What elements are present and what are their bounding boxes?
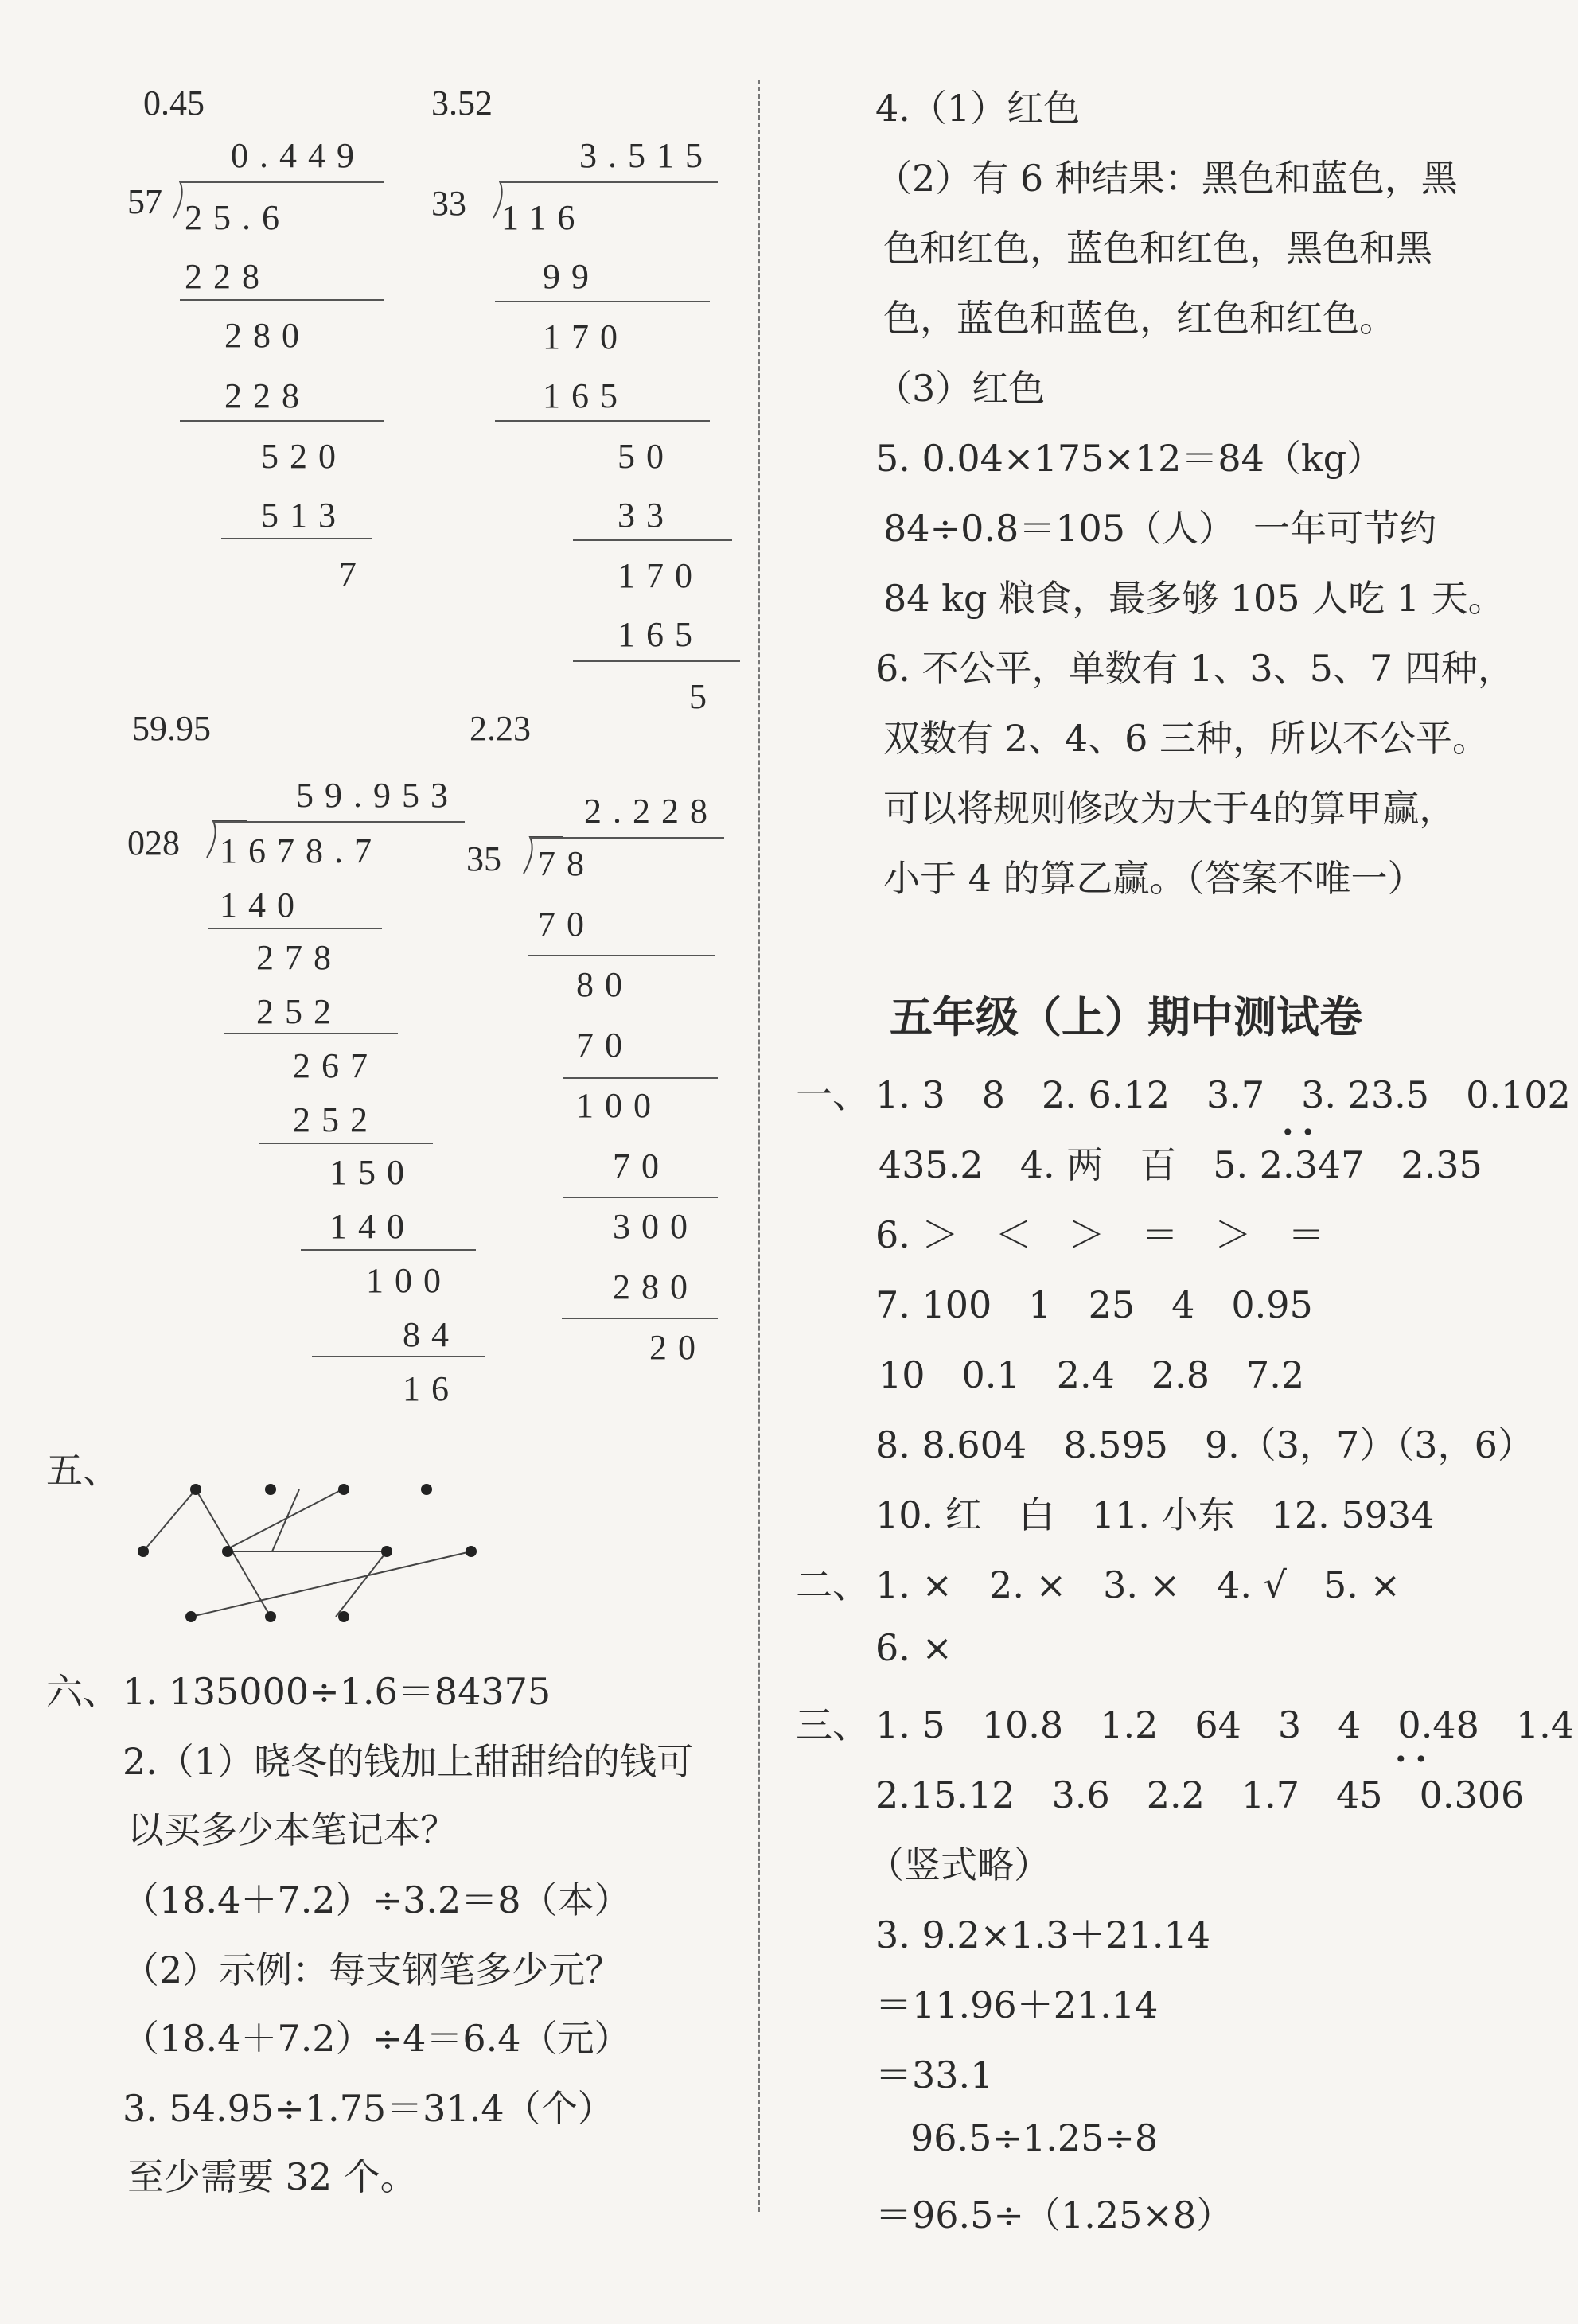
division-1-rule xyxy=(221,538,372,539)
division-3-step: 140 xyxy=(220,886,306,925)
division-2-step: 165 xyxy=(618,615,703,654)
division-4-bar xyxy=(530,837,724,839)
division-4-step: 100 xyxy=(576,1086,662,1125)
section-1-line: 10 0.1 2.4 2.8 7.2 xyxy=(879,1353,1305,1396)
column-divider xyxy=(758,80,760,2212)
division-4-rule xyxy=(562,1318,718,1319)
division-3-step: 100 xyxy=(366,1261,452,1300)
section-3-line: 96.5÷1.25÷8 xyxy=(910,2116,1159,2159)
division-1-divisor: 57 xyxy=(127,182,162,221)
section-6-line: （2）示例：每支钢笔多少元？ xyxy=(123,1948,622,1991)
section-2-label: 二、 xyxy=(796,1563,869,1606)
section-6-line: （18.4＋7.2）÷3.2＝8（本） xyxy=(123,1878,631,1921)
division-4-rule xyxy=(563,1077,718,1079)
answer-line: （2）有 6 种结果：黑色和蓝色，黑 xyxy=(875,157,1458,200)
section-1-line: 435.2 4. 两 百 5. 2.347 2.35 xyxy=(879,1143,1483,1186)
division-2-answer: 3.52 xyxy=(431,84,493,123)
division-1-rule xyxy=(180,420,384,422)
division-1-step: 513 xyxy=(261,496,347,535)
division-3-rule xyxy=(224,1033,398,1034)
division-3-quotient: 59.953 xyxy=(296,776,459,815)
division-1-step: 520 xyxy=(261,437,347,476)
section-1-line: 7. 100 1 25 4 0.95 xyxy=(875,1283,1313,1326)
division-1-step: 280 xyxy=(224,316,310,355)
repeating-decimal-dots: • • xyxy=(1281,1119,1315,1146)
division-4-step: 280 xyxy=(613,1267,699,1306)
section-6-line: （18.4＋7.2）÷4＝6.4（元） xyxy=(123,2017,631,2060)
section-3-line: 3. 9.2×1.3＋21.14 xyxy=(875,1913,1211,1956)
division-1-answer: 0.45 xyxy=(143,84,205,123)
division-2-divisor: 33 xyxy=(431,184,466,223)
division-1-step: 228 xyxy=(185,257,271,296)
division-4-rule xyxy=(528,955,715,956)
division-3-step: 267 xyxy=(293,1046,379,1085)
division-4-remainder: 20 xyxy=(649,1328,707,1367)
answer-line: 可以将规则修改为大于4的算甲赢， xyxy=(883,787,1456,830)
division-4-quotient: 2.228 xyxy=(584,792,719,831)
section-6-line: 3. 54.95÷1.75＝31.4（个） xyxy=(123,2087,614,2130)
division-3-remainder: 16 xyxy=(403,1369,460,1408)
division-4-step: 70 xyxy=(613,1146,670,1185)
division-2-remainder: 5 xyxy=(689,677,718,716)
answer-line: 84÷0.8＝105（人） 一年可节约 xyxy=(883,507,1437,550)
division-2-step: 99 xyxy=(543,257,600,296)
division-2-rule xyxy=(495,301,710,302)
repeating-decimal-dots: • • xyxy=(1394,1746,1428,1773)
division-1-bar xyxy=(180,181,384,183)
division-4-step: 70 xyxy=(576,1026,633,1065)
section-3-line: 1. 5 10.8 1.2 64 3 4 0.48 1.4 xyxy=(875,1703,1574,1746)
division-3-rule xyxy=(259,1143,433,1144)
answer-line: 小于 4 的算乙赢。（答案不唯一） xyxy=(883,857,1424,900)
division-4-rule xyxy=(563,1197,718,1198)
division-2-step: 170 xyxy=(543,317,629,356)
division-2-step: 33 xyxy=(618,496,675,535)
answer-line: 色和红色，蓝色和红色，黑色和黑 xyxy=(883,227,1432,270)
section-3-line: （竖式略） xyxy=(867,1843,1050,1886)
division-4-answer: 2.23 xyxy=(470,709,531,748)
division-3-step: 278 xyxy=(256,938,342,977)
division-3-answer: 59.95 xyxy=(132,709,211,748)
division-1-dividend: 25.6 xyxy=(185,198,290,237)
section-6-line: 以买多少本笔记本？ xyxy=(127,1808,457,1851)
division-3-rule xyxy=(301,1249,476,1251)
section-1-label: 一、 xyxy=(796,1073,869,1116)
division-3-rule xyxy=(312,1356,485,1357)
division-2-step: 165 xyxy=(543,376,629,415)
answer-line: 双数有 2、4、6 三种，所以不公平。 xyxy=(883,717,1490,760)
division-4-step: 80 xyxy=(576,965,633,1004)
division-4-divisor: 35 xyxy=(466,839,501,878)
answer-line: 4.（1）红色 xyxy=(875,87,1081,130)
section-3-line: ＝11.96＋21.14 xyxy=(875,1983,1159,2026)
division-2-step: 170 xyxy=(618,556,703,595)
division-3-step: 140 xyxy=(329,1207,415,1246)
division-3-step: 84 xyxy=(403,1315,460,1354)
division-3-divisor: 028 xyxy=(127,823,180,862)
section-6-label: 六、 xyxy=(46,1670,119,1713)
division-3-step: 252 xyxy=(293,1100,379,1139)
answer-line: 6. 不公平，单数有 1、3、5、7 四种， xyxy=(875,647,1514,690)
division-2-rule xyxy=(573,660,740,662)
section-6-line: 2.（1）晓冬的钱加上甜甜给的钱可 xyxy=(123,1740,694,1783)
division-3-step: 150 xyxy=(329,1153,415,1192)
division-2-dividend: 116 xyxy=(501,198,586,237)
division-3-bar xyxy=(213,821,465,823)
section-3-label: 三、 xyxy=(796,1703,869,1746)
section-5-label: 五、 xyxy=(46,1449,119,1492)
section-1-line: 6. ＞ ＜ ＞ ＝ ＞ ＝ xyxy=(875,1213,1325,1256)
division-3-step: 252 xyxy=(256,992,342,1031)
division-3-dividend: 1678.7 xyxy=(220,831,383,870)
division-2-rule xyxy=(495,420,710,422)
division-2-bar xyxy=(500,181,718,183)
division-4-step: 300 xyxy=(613,1207,699,1246)
division-1-quotient: 0.449 xyxy=(231,136,365,175)
answer-line: （3）红色 xyxy=(875,367,1046,410)
answer-line: 色，蓝色和蓝色，红色和红色。 xyxy=(883,297,1396,340)
section-2-line: 1. × 2. × 3. × 4. √ 5. × xyxy=(875,1563,1401,1606)
division-4-step: 70 xyxy=(538,905,595,944)
division-1-rule xyxy=(180,299,384,301)
section-3-line: 2.15.12 3.6 2.2 1.7 45 0.306 xyxy=(875,1773,1525,1816)
division-3-rule xyxy=(208,928,382,929)
division-1-step: 228 xyxy=(224,376,310,415)
section-1-line: 10. 红 白 11. 小东 12. 5934 xyxy=(875,1493,1435,1536)
division-4-dividend: 78 xyxy=(538,844,595,883)
answer-line: 5. 0.04×175×12＝84（kg） xyxy=(875,437,1384,480)
section-3-line: ＝33.1 xyxy=(875,2053,994,2096)
section-1-line: 8. 8.604 8.595 9.（3，7）（3，6） xyxy=(875,1423,1534,1466)
section-3-line: ＝96.5÷（1.25×8） xyxy=(875,2194,1233,2236)
answer-line: 84 kg 粮食，最多够 105 人吃 1 天。 xyxy=(883,577,1505,620)
section-1-line: 1. 3 8 2. 6.12 3.7 3. 23.5 0.102 xyxy=(875,1073,1571,1116)
division-2-step: 50 xyxy=(618,437,675,476)
section-2-line: 6. × xyxy=(875,1626,953,1669)
division-1-remainder: 7 xyxy=(339,555,368,594)
division-2-rule xyxy=(573,539,732,541)
section-6-line: 1. 135000÷1.6＝84375 xyxy=(123,1670,551,1713)
matching-lines-diagram xyxy=(127,1472,485,1631)
section-6-line: 至少需要 32 个。 xyxy=(127,2155,417,2198)
division-2-quotient: 3.515 xyxy=(579,136,714,175)
exam-title: 五年级（上）期中测试卷 xyxy=(890,991,1362,1042)
